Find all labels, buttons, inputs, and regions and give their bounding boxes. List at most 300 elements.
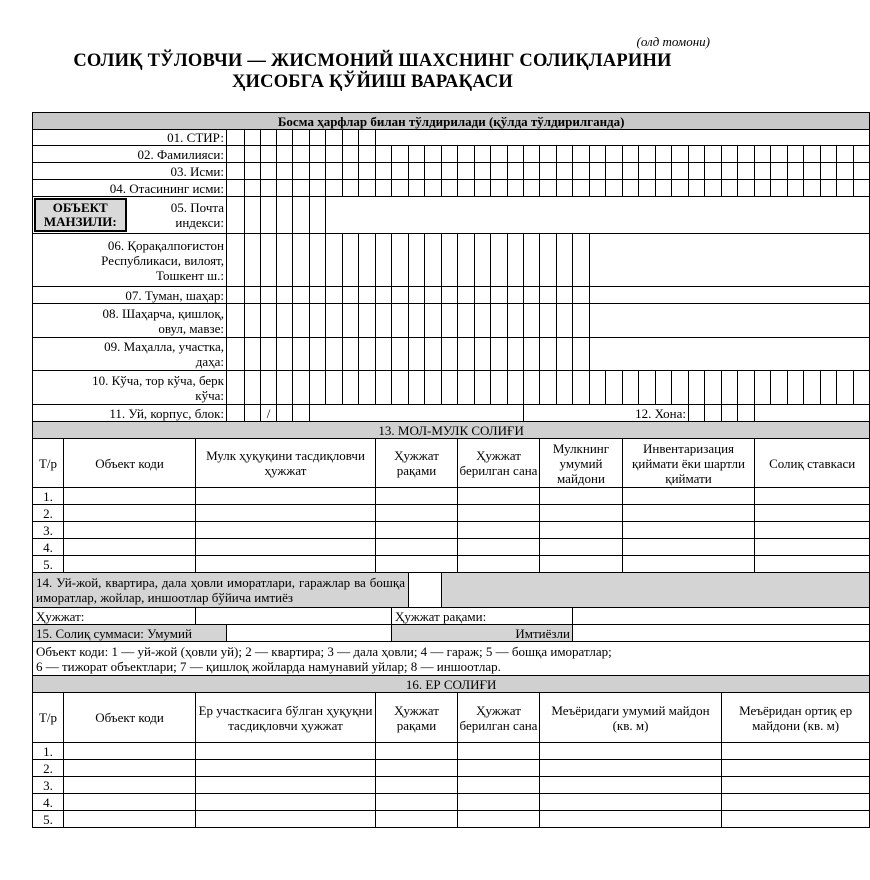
patronymic-letter-box[interactable] [458,180,475,197]
patronymic-letter-box[interactable] [475,180,491,197]
stir-digit-box[interactable] [277,130,293,146]
surname-letter-box[interactable] [508,146,524,163]
postal-code-digit-box[interactable] [310,197,326,234]
settlement-letter-box[interactable] [359,304,376,338]
property-tax-input-cell[interactable] [64,556,196,573]
stir-digit-box[interactable] [343,130,359,146]
mahalla-letter-box[interactable] [491,338,508,371]
surname-letter-box[interactable] [639,146,656,163]
street-letter-box[interactable] [277,371,293,405]
property-tax-input-cell[interactable] [376,522,458,539]
first-name-letter-box[interactable] [639,163,656,180]
surname-letter-box[interactable] [326,146,343,163]
first-name-letter-box[interactable] [755,163,771,180]
land-tax-input-cell[interactable] [64,760,196,777]
district-letter-box[interactable] [557,287,573,304]
first-name-letter-box[interactable] [508,163,524,180]
surname-letter-box[interactable] [458,146,475,163]
exemption-checkbox[interactable] [409,573,442,608]
region-letter-box[interactable] [573,234,590,287]
street-letter-box[interactable] [491,371,508,405]
street-letter-box[interactable] [672,371,689,405]
surname-letter-box[interactable] [705,146,722,163]
postal-code-digit-box[interactable] [261,197,277,234]
settlement-letter-box[interactable] [458,304,475,338]
street-letter-box[interactable] [573,371,590,405]
street-letter-box[interactable] [854,371,870,405]
patronymic-letter-box[interactable] [557,180,573,197]
region-letter-box[interactable] [261,234,277,287]
first-name-letter-box[interactable] [359,163,376,180]
surname-letter-box[interactable] [359,146,376,163]
land-tax-input-cell[interactable] [722,777,870,794]
property-tax-input-cell[interactable] [540,488,623,505]
property-tax-input-cell[interactable] [755,505,870,522]
street-letter-box[interactable] [227,371,245,405]
patronymic-letter-box[interactable] [788,180,804,197]
property-tax-input-cell[interactable] [540,556,623,573]
mahalla-letter-box[interactable] [425,338,442,371]
property-tax-input-cell[interactable] [623,488,755,505]
mahalla-letter-box[interactable] [277,338,293,371]
surname-letter-box[interactable] [854,146,870,163]
first-name-letter-box[interactable] [409,163,425,180]
district-letter-box[interactable] [326,287,343,304]
stir-digit-box[interactable] [293,130,310,146]
patronymic-letter-box[interactable] [425,180,442,197]
patronymic-letter-box[interactable] [343,180,359,197]
first-name-letter-box[interactable] [738,163,755,180]
first-name-letter-box[interactable] [442,163,458,180]
patronymic-letter-box[interactable] [623,180,639,197]
mahalla-letter-box[interactable] [573,338,590,371]
first-name-letter-box[interactable] [788,163,804,180]
postal-code-digit-box[interactable] [293,197,310,234]
property-tax-input-cell[interactable] [755,539,870,556]
surname-letter-box[interactable] [524,146,540,163]
mahalla-letter-box[interactable] [458,338,475,371]
property-tax-input-cell[interactable] [376,539,458,556]
street-letter-box[interactable] [376,371,392,405]
district-letter-box[interactable] [245,287,261,304]
region-letter-box[interactable] [376,234,392,287]
region-letter-box[interactable] [409,234,425,287]
patronymic-letter-box[interactable] [837,180,854,197]
block-number-box[interactable] [277,405,293,422]
first-name-letter-box[interactable] [245,163,261,180]
street-letter-box[interactable] [475,371,491,405]
patronymic-letter-box[interactable] [524,180,540,197]
mahalla-letter-box[interactable] [326,338,343,371]
district-letter-box[interactable] [425,287,442,304]
first-name-letter-box[interactable] [458,163,475,180]
settlement-letter-box[interactable] [557,304,573,338]
region-letter-box[interactable] [425,234,442,287]
street-letter-box[interactable] [261,371,277,405]
first-name-letter-box[interactable] [376,163,392,180]
postal-code-digit-box[interactable] [277,197,293,234]
first-name-letter-box[interactable] [804,163,821,180]
property-tax-input-cell[interactable] [376,505,458,522]
settlement-letter-box[interactable] [245,304,261,338]
region-letter-box[interactable] [491,234,508,287]
room-number-box[interactable] [738,405,755,422]
land-tax-input-cell[interactable] [540,794,722,811]
land-tax-input-cell[interactable] [376,811,458,828]
land-tax-input-cell[interactable] [540,743,722,760]
street-letter-box[interactable] [392,371,409,405]
stir-digit-box[interactable] [227,130,245,146]
surname-letter-box[interactable] [343,146,359,163]
property-tax-input-cell[interactable] [458,556,540,573]
region-letter-box[interactable] [458,234,475,287]
settlement-letter-box[interactable] [310,304,326,338]
mahalla-letter-box[interactable] [310,338,326,371]
property-tax-input-cell[interactable] [196,539,376,556]
first-name-letter-box[interactable] [689,163,705,180]
house-number-box[interactable] [227,405,245,422]
patronymic-letter-box[interactable] [376,180,392,197]
first-name-letter-box[interactable] [277,163,293,180]
first-name-letter-box[interactable] [524,163,540,180]
patronymic-letter-box[interactable] [508,180,524,197]
patronymic-letter-box[interactable] [359,180,376,197]
surname-letter-box[interactable] [540,146,557,163]
surname-letter-box[interactable] [722,146,738,163]
surname-letter-box[interactable] [804,146,821,163]
street-letter-box[interactable] [425,371,442,405]
street-letter-box[interactable] [771,371,788,405]
street-letter-box[interactable] [245,371,261,405]
property-tax-input-cell[interactable] [755,556,870,573]
street-letter-box[interactable] [590,371,606,405]
land-tax-input-cell[interactable] [376,777,458,794]
mahalla-letter-box[interactable] [475,338,491,371]
street-letter-box[interactable] [326,371,343,405]
stir-digit-box[interactable] [326,130,343,146]
first-name-letter-box[interactable] [261,163,277,180]
settlement-letter-box[interactable] [343,304,359,338]
patronymic-letter-box[interactable] [442,180,458,197]
block-number-box[interactable] [293,405,310,422]
first-name-letter-box[interactable] [722,163,738,180]
district-letter-box[interactable] [409,287,425,304]
surname-letter-box[interactable] [738,146,755,163]
first-name-letter-box[interactable] [491,163,508,180]
surname-letter-box[interactable] [821,146,837,163]
first-name-letter-box[interactable] [771,163,788,180]
patronymic-letter-box[interactable] [606,180,623,197]
land-tax-input-cell[interactable] [196,760,376,777]
surname-letter-box[interactable] [442,146,458,163]
region-letter-box[interactable] [343,234,359,287]
mahalla-letter-box[interactable] [293,338,310,371]
patronymic-letter-box[interactable] [227,180,245,197]
first-name-letter-box[interactable] [475,163,491,180]
district-letter-box[interactable] [475,287,491,304]
mahalla-letter-box[interactable] [359,338,376,371]
land-tax-input-cell[interactable] [64,811,196,828]
patronymic-letter-box[interactable] [771,180,788,197]
surname-letter-box[interactable] [623,146,639,163]
land-tax-input-cell[interactable] [722,794,870,811]
surname-letter-box[interactable] [557,146,573,163]
land-tax-input-cell[interactable] [458,777,540,794]
district-letter-box[interactable] [293,287,310,304]
property-tax-input-cell[interactable] [540,505,623,522]
street-letter-box[interactable] [359,371,376,405]
property-tax-input-cell[interactable] [196,556,376,573]
settlement-letter-box[interactable] [409,304,425,338]
patronymic-letter-box[interactable] [672,180,689,197]
first-name-letter-box[interactable] [310,163,326,180]
patronymic-letter-box[interactable] [705,180,722,197]
property-tax-input-cell[interactable] [755,522,870,539]
settlement-letter-box[interactable] [326,304,343,338]
surname-letter-box[interactable] [771,146,788,163]
patronymic-letter-box[interactable] [639,180,656,197]
district-letter-box[interactable] [491,287,508,304]
first-name-letter-box[interactable] [343,163,359,180]
district-letter-box[interactable] [359,287,376,304]
surname-letter-box[interactable] [376,146,392,163]
land-tax-input-cell[interactable] [64,794,196,811]
surname-letter-box[interactable] [491,146,508,163]
patronymic-letter-box[interactable] [392,180,409,197]
patronymic-letter-box[interactable] [738,180,755,197]
land-tax-input-cell[interactable] [196,794,376,811]
land-tax-input-cell[interactable] [196,777,376,794]
region-letter-box[interactable] [392,234,409,287]
land-tax-input-cell[interactable] [196,743,376,760]
first-name-letter-box[interactable] [705,163,722,180]
surname-letter-box[interactable] [573,146,590,163]
district-letter-box[interactable] [227,287,245,304]
patronymic-letter-box[interactable] [590,180,606,197]
first-name-letter-box[interactable] [656,163,672,180]
patronymic-letter-box[interactable] [326,180,343,197]
property-tax-input-cell[interactable] [376,488,458,505]
patronymic-letter-box[interactable] [755,180,771,197]
settlement-letter-box[interactable] [442,304,458,338]
surname-letter-box[interactable] [590,146,606,163]
region-letter-box[interactable] [524,234,540,287]
mahalla-letter-box[interactable] [343,338,359,371]
mahalla-letter-box[interactable] [227,338,245,371]
first-name-letter-box[interactable] [590,163,606,180]
land-tax-input-cell[interactable] [376,760,458,777]
land-tax-input-cell[interactable] [722,760,870,777]
property-tax-input-cell[interactable] [623,539,755,556]
street-letter-box[interactable] [293,371,310,405]
patronymic-letter-box[interactable] [245,180,261,197]
first-name-letter-box[interactable] [227,163,245,180]
district-letter-box[interactable] [508,287,524,304]
property-tax-input-cell[interactable] [64,505,196,522]
surname-letter-box[interactable] [656,146,672,163]
street-letter-box[interactable] [310,371,326,405]
region-letter-box[interactable] [540,234,557,287]
district-letter-box[interactable] [540,287,557,304]
property-tax-input-cell[interactable] [196,522,376,539]
patronymic-letter-box[interactable] [656,180,672,197]
street-letter-box[interactable] [722,371,738,405]
patronymic-letter-box[interactable] [409,180,425,197]
document-input[interactable] [196,608,392,625]
surname-letter-box[interactable] [425,146,442,163]
street-letter-box[interactable] [738,371,755,405]
first-name-letter-box[interactable] [540,163,557,180]
settlement-letter-box[interactable] [540,304,557,338]
property-tax-input-cell[interactable] [755,488,870,505]
region-letter-box[interactable] [508,234,524,287]
mahalla-letter-box[interactable] [524,338,540,371]
street-letter-box[interactable] [804,371,821,405]
land-tax-input-cell[interactable] [458,794,540,811]
patronymic-letter-box[interactable] [689,180,705,197]
surname-letter-box[interactable] [788,146,804,163]
first-name-letter-box[interactable] [557,163,573,180]
land-tax-input-cell[interactable] [376,794,458,811]
land-tax-input-cell[interactable] [540,811,722,828]
street-letter-box[interactable] [705,371,722,405]
settlement-letter-box[interactable] [475,304,491,338]
mahalla-letter-box[interactable] [392,338,409,371]
district-letter-box[interactable] [376,287,392,304]
region-letter-box[interactable] [359,234,376,287]
street-letter-box[interactable] [508,371,524,405]
property-tax-input-cell[interactable] [540,539,623,556]
street-letter-box[interactable] [656,371,672,405]
first-name-letter-box[interactable] [606,163,623,180]
settlement-letter-box[interactable] [425,304,442,338]
first-name-letter-box[interactable] [623,163,639,180]
land-tax-input-cell[interactable] [458,811,540,828]
patronymic-letter-box[interactable] [261,180,277,197]
district-letter-box[interactable] [277,287,293,304]
house-number-box[interactable] [245,405,261,422]
surname-letter-box[interactable] [392,146,409,163]
region-letter-box[interactable] [442,234,458,287]
property-tax-input-cell[interactable] [623,556,755,573]
settlement-letter-box[interactable] [261,304,277,338]
surname-letter-box[interactable] [755,146,771,163]
document-number-input[interactable] [573,608,870,625]
patronymic-letter-box[interactable] [540,180,557,197]
stir-digit-box[interactable] [359,130,376,146]
land-tax-input-cell[interactable] [376,743,458,760]
property-tax-input-cell[interactable] [458,539,540,556]
settlement-letter-box[interactable] [524,304,540,338]
region-letter-box[interactable] [326,234,343,287]
region-letter-box[interactable] [557,234,573,287]
patronymic-letter-box[interactable] [293,180,310,197]
settlement-letter-box[interactable] [573,304,590,338]
street-letter-box[interactable] [458,371,475,405]
land-tax-input-cell[interactable] [64,777,196,794]
street-letter-box[interactable] [540,371,557,405]
district-letter-box[interactable] [343,287,359,304]
postal-code-digit-box[interactable] [227,197,245,234]
surname-letter-box[interactable] [475,146,491,163]
first-name-letter-box[interactable] [392,163,409,180]
region-letter-box[interactable] [475,234,491,287]
property-tax-input-cell[interactable] [64,522,196,539]
surname-letter-box[interactable] [293,146,310,163]
street-letter-box[interactable] [837,371,854,405]
stir-digit-box[interactable] [310,130,326,146]
street-letter-box[interactable] [821,371,837,405]
property-tax-input-cell[interactable] [196,488,376,505]
district-letter-box[interactable] [442,287,458,304]
settlement-letter-box[interactable] [508,304,524,338]
settlement-letter-box[interactable] [376,304,392,338]
property-tax-input-cell[interactable] [458,505,540,522]
region-letter-box[interactable] [227,234,245,287]
land-tax-input-cell[interactable] [722,743,870,760]
street-letter-box[interactable] [689,371,705,405]
street-letter-box[interactable] [524,371,540,405]
room-number-box[interactable] [705,405,722,422]
property-tax-input-cell[interactable] [196,505,376,522]
first-name-letter-box[interactable] [821,163,837,180]
tax-sum-total-input[interactable] [227,625,392,642]
street-letter-box[interactable] [343,371,359,405]
land-tax-input-cell[interactable] [722,811,870,828]
property-tax-input-cell[interactable] [64,488,196,505]
mahalla-letter-box[interactable] [261,338,277,371]
surname-letter-box[interactable] [227,146,245,163]
region-letter-box[interactable] [245,234,261,287]
property-tax-input-cell[interactable] [458,488,540,505]
land-tax-input-cell[interactable] [458,743,540,760]
property-tax-input-cell[interactable] [623,522,755,539]
region-letter-box[interactable] [293,234,310,287]
surname-letter-box[interactable] [261,146,277,163]
mahalla-letter-box[interactable] [557,338,573,371]
mahalla-letter-box[interactable] [409,338,425,371]
settlement-letter-box[interactable] [491,304,508,338]
settlement-letter-box[interactable] [392,304,409,338]
land-tax-input-cell[interactable] [196,811,376,828]
street-letter-box[interactable] [755,371,771,405]
district-letter-box[interactable] [392,287,409,304]
first-name-letter-box[interactable] [293,163,310,180]
property-tax-input-cell[interactable] [376,556,458,573]
street-letter-box[interactable] [409,371,425,405]
patronymic-letter-box[interactable] [310,180,326,197]
settlement-letter-box[interactable] [277,304,293,338]
patronymic-letter-box[interactable] [491,180,508,197]
first-name-letter-box[interactable] [326,163,343,180]
surname-letter-box[interactable] [277,146,293,163]
patronymic-letter-box[interactable] [804,180,821,197]
property-tax-input-cell[interactable] [623,505,755,522]
surname-letter-box[interactable] [409,146,425,163]
district-letter-box[interactable] [524,287,540,304]
mahalla-letter-box[interactable] [442,338,458,371]
district-letter-box[interactable] [310,287,326,304]
property-tax-input-cell[interactable] [540,522,623,539]
first-name-letter-box[interactable] [672,163,689,180]
street-letter-box[interactable] [606,371,623,405]
patronymic-letter-box[interactable] [722,180,738,197]
first-name-letter-box[interactable] [854,163,870,180]
room-number-box[interactable] [722,405,738,422]
surname-letter-box[interactable] [672,146,689,163]
street-letter-box[interactable] [788,371,804,405]
district-letter-box[interactable] [458,287,475,304]
